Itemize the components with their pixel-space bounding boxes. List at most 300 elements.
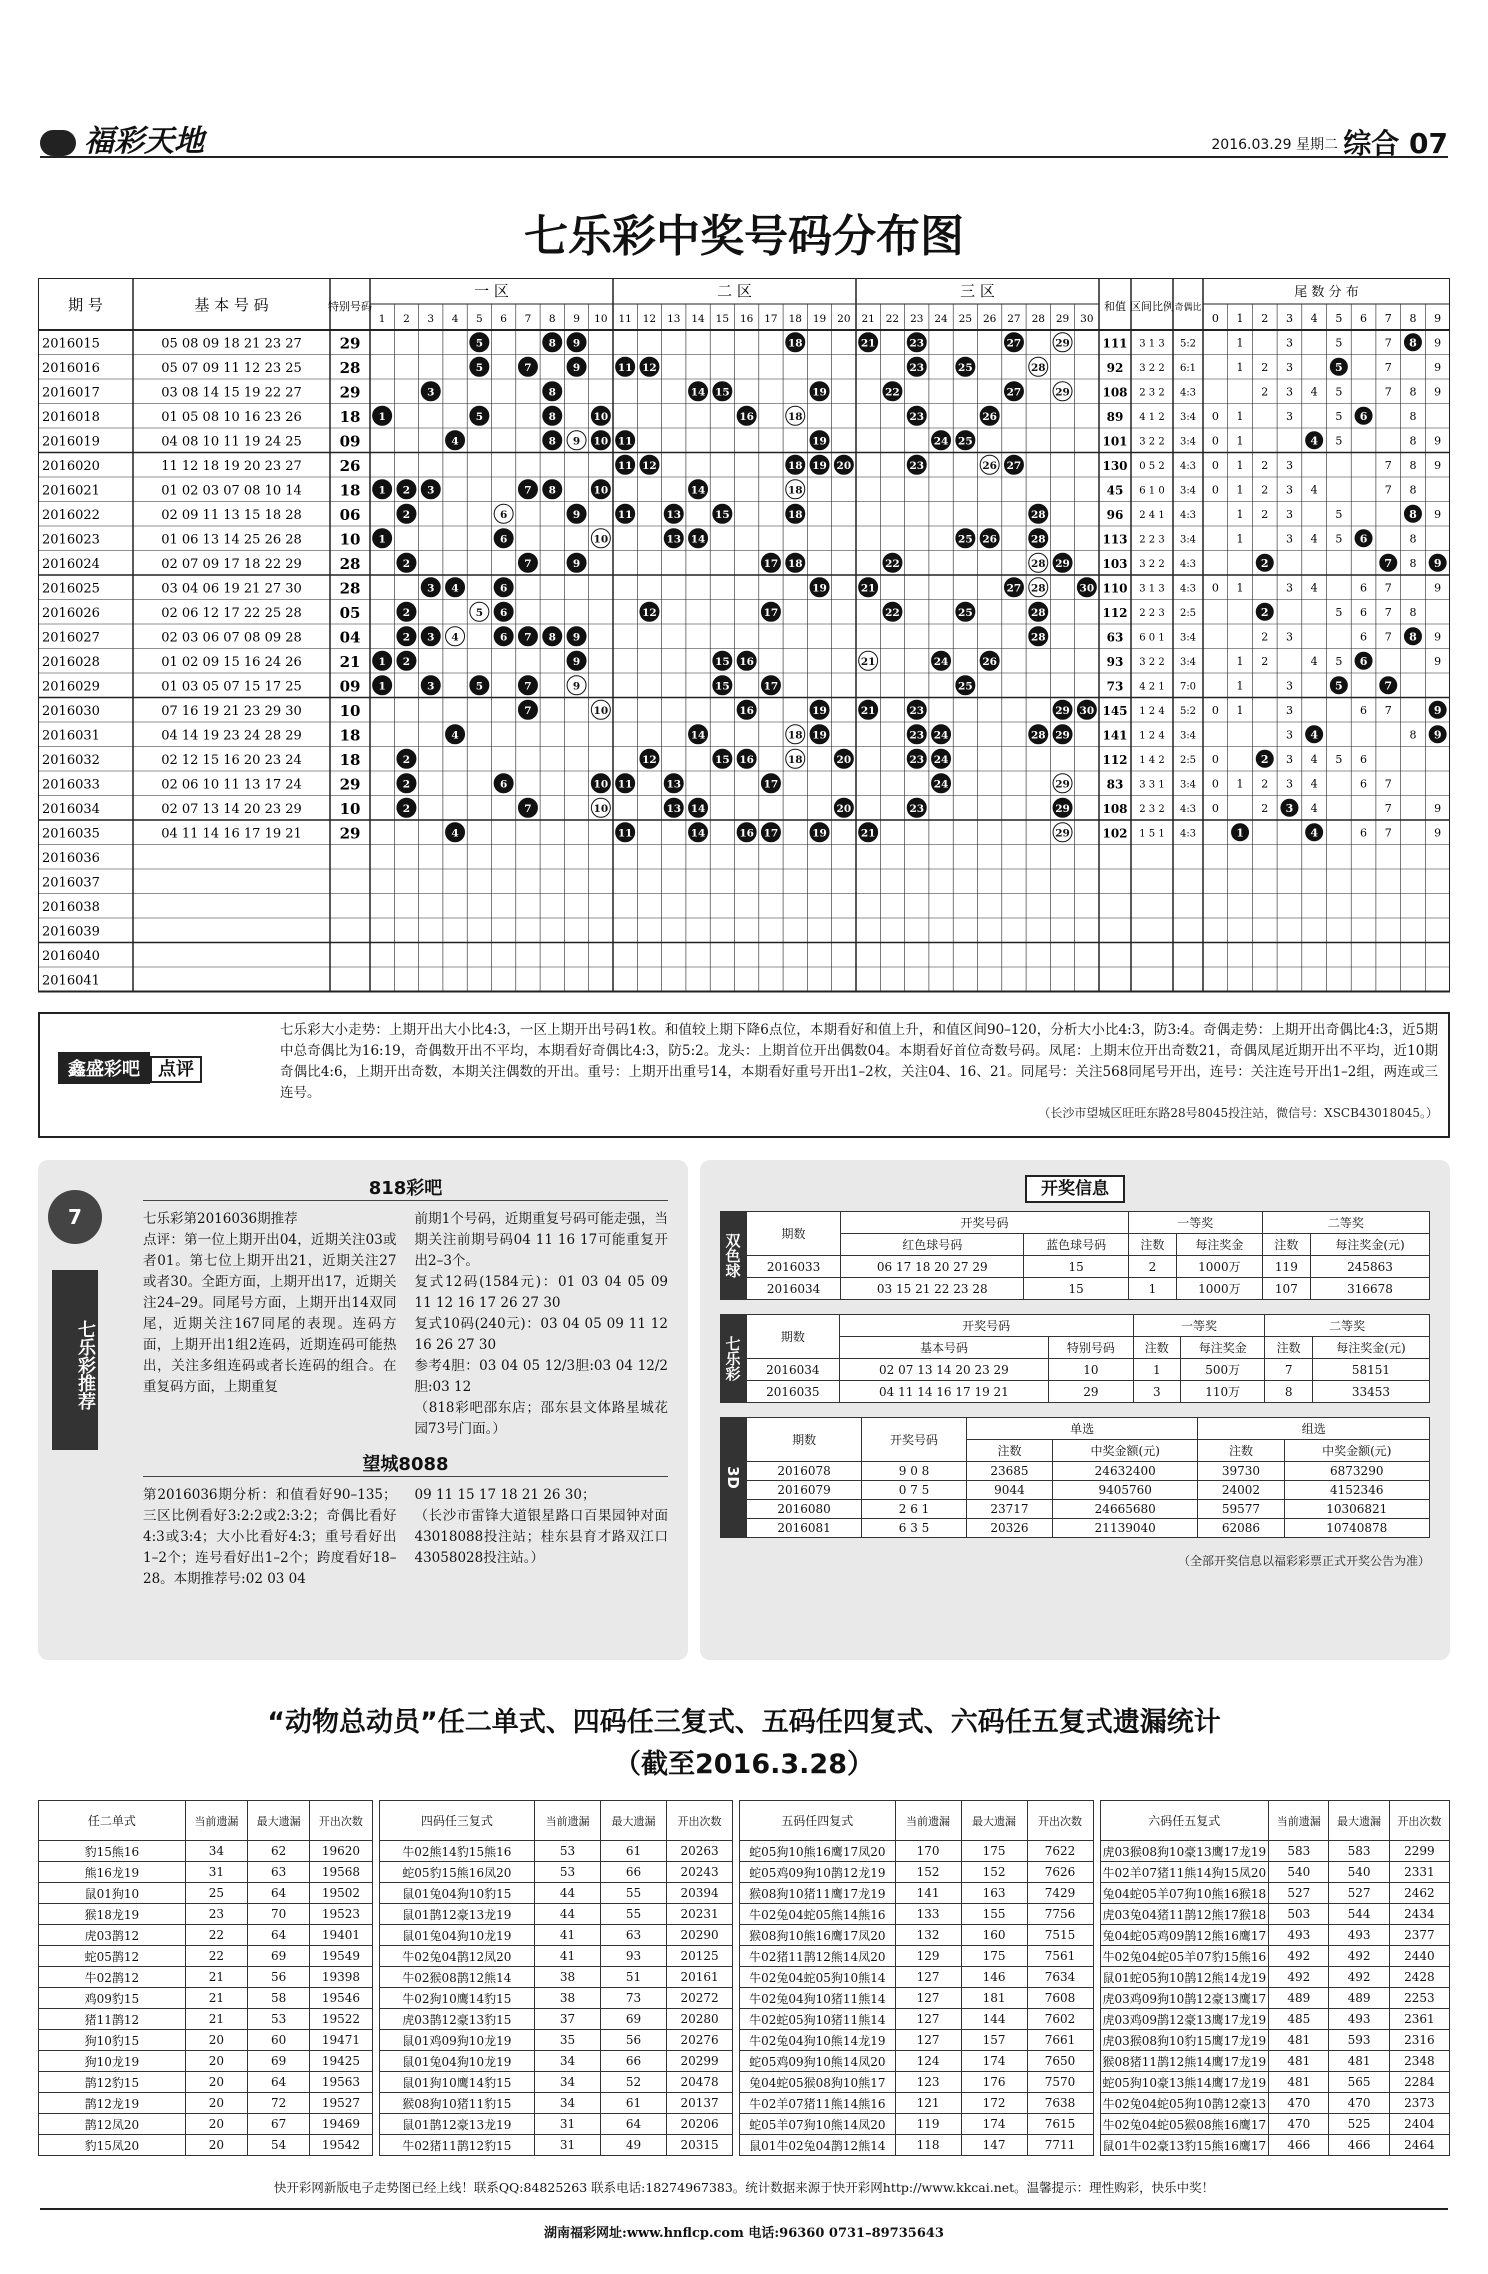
animal-cell: 鼠01兔04狗10豹15 <box>379 1883 535 1904</box>
number-ball-label: 6 <box>499 508 508 521</box>
animal-cell: 64 <box>248 1925 310 1946</box>
animal-row <box>740 2009 1093 2030</box>
box2-col2: 09 11 15 17 18 21 26 30； （长沙市雷锋大道银星路口百果园钟对面43018088投注站；桂东县育才路双江口43058028投注站。） <box>414 1487 668 1566</box>
animal-row <box>379 1841 732 1862</box>
kj-row <box>747 1359 1430 1381</box>
kaijiang-qlc-label: 七乐彩 <box>720 1314 746 1403</box>
animal-cell: 53 <box>248 2009 310 2030</box>
animal-cell: 2404 <box>1389 2114 1449 2135</box>
animal-cell: 492 <box>1269 1946 1329 1967</box>
animal-cell: 20276 <box>667 2030 733 2051</box>
tail-digit: 3 <box>1285 752 1293 766</box>
recommend-badge: 7 <box>48 1190 102 1244</box>
kj-head: 期数 <box>747 1212 841 1256</box>
animal-cell: 23 <box>185 1904 247 1925</box>
hdr-num: 15 <box>715 313 730 325</box>
animal-cell: 蛇05鸡09狗10鹊12龙19 <box>740 1862 896 1883</box>
kj-row <box>747 1481 1430 1500</box>
number-ball-label: 7 <box>524 631 532 644</box>
animal-cell: 37 <box>535 2009 601 2030</box>
tail-digit: 9 <box>1434 581 1442 595</box>
row-period: 2016021 <box>42 483 100 499</box>
row-special: 29 <box>339 334 361 353</box>
number-ball-label: 2 <box>402 508 411 521</box>
kj-cell: 8 <box>1265 1381 1313 1403</box>
row-numbers: 04 08 10 11 19 24 25 <box>161 434 302 450</box>
number-ball-label: 7 <box>524 680 532 693</box>
animal-row <box>39 2030 373 2051</box>
animal-cell: 20299 <box>667 2051 733 2072</box>
number-ball-label: 4 <box>451 827 459 840</box>
animal-cell: 56 <box>248 1967 310 1988</box>
row-period: 2016027 <box>42 630 100 646</box>
row-odd-even: 4:3 <box>1179 509 1197 521</box>
animal-cell: 64 <box>248 1883 310 1904</box>
tail-digit: 2 <box>1261 360 1269 374</box>
row-special: 28 <box>339 554 361 573</box>
number-ball-label: 12 <box>642 606 657 619</box>
animal-row <box>1100 2009 1449 2030</box>
tail-digit: 3 <box>1285 801 1294 815</box>
animal-row <box>39 2093 373 2114</box>
row-period: 2016031 <box>42 728 100 744</box>
number-ball-label: 29 <box>1055 386 1070 399</box>
number-ball-label: 8 <box>548 337 556 350</box>
number-ball-label: 14 <box>690 802 706 815</box>
animal-cell: 60 <box>248 2030 310 2051</box>
number-ball-label: 1 <box>378 484 386 497</box>
row-special: 09 <box>339 677 361 696</box>
kj-head: 二等奖 <box>1262 1212 1429 1234</box>
kj-subhead: 基本号码 <box>839 1337 1049 1359</box>
number-ball-label: 15 <box>715 753 730 766</box>
kj-cell: 107 <box>1262 1278 1310 1300</box>
animal-row <box>740 1904 1093 1925</box>
row-period: 2016035 <box>42 826 100 842</box>
number-ball-label: 26 <box>982 410 997 423</box>
tail-digit: 5 <box>1335 507 1343 521</box>
tail-digit: 1 <box>1236 483 1244 497</box>
tail-digit: 1 <box>1236 409 1244 423</box>
tail-digit: 2 <box>1260 752 1269 766</box>
tail-digit: 0 <box>1211 581 1219 595</box>
tail-digit: 4 <box>1310 801 1318 815</box>
tail-digit: 1 <box>1236 434 1244 448</box>
hdr-num: 16 <box>739 313 754 325</box>
number-ball-label: 23 <box>909 361 925 374</box>
kj-cell: 1000万 <box>1177 1278 1263 1300</box>
animal-cell: 583 <box>1269 1841 1329 1862</box>
animal-cell: 20315 <box>667 2135 733 2156</box>
kj-cell: 58151 <box>1312 1359 1429 1381</box>
row-odd-even: 3:4 <box>1179 534 1197 546</box>
row-period: 2016034 <box>42 801 100 817</box>
kj-cell: 119 <box>1262 1256 1310 1278</box>
number-ball-label: 18 <box>787 729 803 742</box>
number-ball-label: 24 <box>933 753 949 766</box>
animal-cell: 蛇05狗10熊16鹰17凤20 <box>740 1841 896 1862</box>
hdr-num: 30 <box>1080 313 1094 325</box>
tail-digit: 0 <box>1211 483 1219 497</box>
row-numbers: 03 04 06 19 21 27 30 <box>161 581 302 597</box>
animal-cell: 470 <box>1269 2093 1329 2114</box>
number-ball-label: 9 <box>572 508 581 521</box>
row-special: 28 <box>339 579 361 598</box>
tail-digit: 6 <box>1359 654 1368 668</box>
animal-cell: 53 <box>535 1862 601 1883</box>
row-odd-even: 3:4 <box>1179 779 1197 791</box>
number-ball-label: 18 <box>787 484 803 497</box>
kj-row <box>747 1381 1430 1403</box>
animal-row <box>39 1841 373 1862</box>
kj-cell: 3 <box>1133 1381 1181 1403</box>
number-ball-label: 14 <box>690 729 706 742</box>
row-odd-even: 3:4 <box>1179 485 1197 497</box>
row-numbers: 05 07 09 11 12 23 25 <box>161 360 302 376</box>
tail-digit: 8 <box>1409 507 1417 521</box>
animal-cell: 51 <box>601 1967 667 1988</box>
number-ball-label: 7 <box>524 484 532 497</box>
animal-cell: 119 <box>895 2114 961 2135</box>
animal-head: 开出次数 <box>310 1801 372 1841</box>
row-zone-ratio: 4 1 2 <box>1139 411 1165 423</box>
number-ball-label: 25 <box>958 435 973 448</box>
kj-cell: 316678 <box>1311 1278 1430 1300</box>
hdr-num: 19 <box>812 313 827 325</box>
animal-cell: 20 <box>185 2135 247 2156</box>
animal-cell: 猪11鹊12 <box>39 2009 186 2030</box>
row-odd-even: 5:2 <box>1179 705 1197 717</box>
animal-cell: 22 <box>185 1925 247 1946</box>
kj-cell: 24665680 <box>1052 1500 1197 1519</box>
animal-head: 最大遗漏 <box>961 1801 1027 1841</box>
animal-cell: 174 <box>961 2051 1027 2072</box>
tail-digit: 9 <box>1434 336 1442 350</box>
row-period: 2016017 <box>42 385 100 401</box>
animal-cell: 蛇05狗10豪13熊14鹰17龙19 <box>1100 2072 1269 2093</box>
tail-digit: 9 <box>1434 360 1442 374</box>
number-ball-label: 10 <box>593 802 609 815</box>
animal-cell: 牛02熊14豹15熊16 <box>379 1841 535 1862</box>
animal-cell: 58 <box>248 1988 310 2009</box>
number-ball-label: 27 <box>1006 459 1022 472</box>
animal-cell: 鹊12凤20 <box>39 2114 186 2135</box>
kj-cell: 24632400 <box>1052 1462 1197 1481</box>
row-period: 2016028 <box>42 654 100 670</box>
hdr-num: 7 <box>524 313 532 325</box>
row-numbers: 02 12 15 16 20 23 24 <box>161 752 302 768</box>
animal-cell: 20161 <box>667 1967 733 1988</box>
kj-head: 开奖号码 <box>839 1315 1133 1337</box>
animal-cell: 489 <box>1269 1988 1329 2009</box>
number-ball-label: 28 <box>1030 557 1046 570</box>
animal-cell: 144 <box>961 2009 1027 2030</box>
number-ball-label: 8 <box>548 484 556 497</box>
animal-cell: 565 <box>1329 2072 1389 2093</box>
animal-row <box>39 1904 373 1925</box>
row-numbers: 04 14 19 23 24 28 29 <box>161 728 302 744</box>
number-ball-label: 26 <box>982 459 997 472</box>
row-period: 2016023 <box>42 532 100 548</box>
animal-cell: 19425 <box>310 2051 372 2072</box>
animal-cell: 525 <box>1329 2114 1389 2135</box>
hdr-num: 25 <box>958 313 973 325</box>
animal-head: 最大遗漏 <box>1329 1801 1389 1841</box>
animal-row <box>39 1883 373 1904</box>
animal-cell: 兔04蛇05鸡09鹊12熊16鹰17 <box>1100 1925 1269 1946</box>
page-title: 七乐彩中奖号码分布图 <box>524 211 964 262</box>
hdr-num: 1 <box>378 313 386 325</box>
tail-digit: 8 <box>1409 483 1417 497</box>
animal-cell: 52 <box>601 2072 667 2093</box>
row-sum: 145 <box>1102 703 1128 718</box>
animal-cell: 492 <box>1329 1967 1389 1988</box>
animal-head: 开出次数 <box>1027 1801 1093 1841</box>
animal-row <box>39 2009 373 2030</box>
animal-cell: 61 <box>601 1841 667 1862</box>
animal-row <box>740 2135 1093 2156</box>
box1-col2: 前期1个号码，近期重复号码可能走强，当期关注前期号码04 11 16 17可能重复开出2–3个。 复式12码(1584元)：01 03 04 05 09 11 12 16 17 26 27 30 复式10码(240元)：03 04 05 09 11 12 16 26 27 30 参考4胆：03 04 05 12/3胆:03 04 12/2胆:03 12 （818彩吧邵东店；邵东县文体路星城花园73号门面。） <box>414 1211 668 1437</box>
tail-digit: 2 <box>1261 385 1269 399</box>
kaijiang-d3-label: 3D <box>720 1417 746 1538</box>
number-ball-label: 2 <box>402 802 411 815</box>
row-numbers: 07 16 19 21 23 29 30 <box>161 703 302 719</box>
row-special: 18 <box>339 481 361 500</box>
kj-cell: 06 17 18 20 27 29 <box>841 1256 1024 1278</box>
animal-cell: 牛02羊07猪11熊14熊16 <box>740 2093 896 2114</box>
number-ball-label: 8 <box>548 386 556 399</box>
animal-head: 五码任四复式 <box>740 1801 896 1841</box>
animal-cell: 狗10龙19 <box>39 2051 186 2072</box>
number-ball-label: 25 <box>958 533 973 546</box>
tail-digit: 9 <box>1434 507 1442 521</box>
animal-cell: 虎03鹊12 <box>39 1925 186 1946</box>
animal-cell: 2361 <box>1389 2009 1449 2030</box>
animal-cell: 20280 <box>667 2009 733 2030</box>
number-ball-label: 19 <box>812 435 827 448</box>
animal-cell: 493 <box>1329 2009 1389 2030</box>
kj-subhead: 注数 <box>1198 1440 1284 1462</box>
row-sum: 112 <box>1102 752 1128 767</box>
animal-cell: 593 <box>1329 2030 1389 2051</box>
animal-cell: 20 <box>185 2072 247 2093</box>
kj-cell: 2016081 <box>747 1519 862 1538</box>
row-numbers: 01 02 03 07 08 10 14 <box>161 483 302 499</box>
number-ball-label: 9 <box>572 435 581 448</box>
kj-subhead: 中奖金额(元) <box>1284 1440 1430 1462</box>
number-ball-label: 13 <box>666 778 682 791</box>
number-ball-label: 19 <box>812 386 827 399</box>
number-ball-label: 24 <box>933 655 949 668</box>
animal-cell: 鼠01牛02兔04鹊12熊14 <box>740 2135 896 2156</box>
animal-row <box>740 1841 1093 1862</box>
number-ball-label: 4 <box>451 435 459 448</box>
kj-cell: 2016035 <box>747 1381 840 1403</box>
tail-digit: 3 <box>1285 483 1293 497</box>
animal-row <box>740 1925 1093 1946</box>
kj-subhead: 注数 <box>966 1440 1052 1462</box>
kj-cell: 21139040 <box>1052 1519 1197 1538</box>
row-sum: 130 <box>1102 458 1128 473</box>
tail-digit: 4 <box>1310 728 1318 742</box>
animal-cell: 7561 <box>1027 1946 1093 1967</box>
hdr-tail-digit: 2 <box>1261 312 1269 325</box>
animal-row <box>1100 1883 1449 1904</box>
number-ball-label: 6 <box>499 606 508 619</box>
row-special: 29 <box>339 824 361 843</box>
kj-cell: 15 <box>1024 1256 1128 1278</box>
number-ball-label: 7 <box>524 361 532 374</box>
tail-digit: 5 <box>1335 532 1343 546</box>
animal-cell: 54 <box>248 2135 310 2156</box>
row-sum: 93 <box>1106 654 1124 669</box>
row-period: 2016039 <box>42 924 100 940</box>
animal-cell: 19522 <box>310 2009 372 2030</box>
animal-cell: 19620 <box>310 1841 372 1862</box>
tail-digit: 1 <box>1236 458 1244 472</box>
number-ball-label: 27 <box>1006 386 1022 399</box>
animal-row <box>1100 2114 1449 2135</box>
tail-digit: 3 <box>1285 507 1293 521</box>
hdr-num: 17 <box>764 313 778 325</box>
row-numbers: 02 09 11 13 15 18 28 <box>161 507 302 523</box>
kj-cell: 10740878 <box>1284 1519 1430 1538</box>
number-ball-label: 19 <box>812 582 827 595</box>
number-ball-label: 9 <box>572 337 581 350</box>
animal-cell: 503 <box>1269 1904 1329 1925</box>
tail-digit: 2 <box>1260 605 1269 619</box>
tail-digit: 0 <box>1211 703 1219 717</box>
row-period: 2016040 <box>42 948 100 964</box>
kj-cell: 33453 <box>1312 1381 1429 1403</box>
animal-cell: 19523 <box>310 1904 372 1925</box>
kaijiang-ssq <box>720 1211 1430 1300</box>
hdr-tail-digit: 1 <box>1236 312 1244 325</box>
number-ball-label: 5 <box>475 680 484 693</box>
hdr-num: 9 <box>573 313 580 325</box>
animal-row <box>740 1862 1093 1883</box>
animal-row <box>379 1967 732 1988</box>
commentary-label-b: 点评 <box>150 1056 202 1083</box>
animal-cell: 牛02兔04狗10熊14龙19 <box>740 2030 896 2051</box>
tail-digit: 3 <box>1285 630 1293 644</box>
animal-cell: 20137 <box>667 2093 733 2114</box>
animal-cell: 7650 <box>1027 2051 1093 2072</box>
animal-cell: 虎03猴08狗10豹15鹰17龙19 <box>1100 2030 1269 2051</box>
animal-cell: 虎03鸡09狗10鹊12豪13鹰17 <box>1100 1988 1269 2009</box>
hdr-basic: 基 本 号 码 <box>194 296 269 314</box>
row-period: 2016015 <box>42 336 100 352</box>
kj-cell: 9405760 <box>1052 1481 1197 1500</box>
animal-cell: 20263 <box>667 1841 733 1862</box>
tail-digit: 7 <box>1384 703 1392 717</box>
tail-digit: 5 <box>1335 654 1343 668</box>
kj-head: 期数 <box>747 1315 840 1359</box>
number-ball-label: 30 <box>1079 704 1095 717</box>
tail-digit: 7 <box>1384 336 1392 350</box>
hdr-num: 18 <box>788 313 802 325</box>
number-ball-label: 11 <box>617 508 633 521</box>
animal-cell: 69 <box>601 2009 667 2030</box>
tail-digit: 2 <box>1260 556 1269 570</box>
number-ball-label: 16 <box>739 655 754 668</box>
number-ball-label: 5 <box>475 410 484 423</box>
animal-cell: 41 <box>535 1946 601 1967</box>
tail-digit: 0 <box>1211 458 1219 472</box>
animal-cell: 493 <box>1269 1925 1329 1946</box>
tail-digit: 5 <box>1335 409 1343 423</box>
row-odd-even: 3:4 <box>1179 411 1197 423</box>
hdr-tail-digit: 6 <box>1360 312 1368 325</box>
animal-row <box>39 2135 373 2156</box>
number-ball-label: 11 <box>617 778 633 791</box>
tail-digit: 3 <box>1285 703 1293 717</box>
row-sum: 96 <box>1106 507 1124 522</box>
animal-cell: 175 <box>961 1946 1027 1967</box>
row-period: 2016032 <box>42 752 100 768</box>
kj-head: 一等奖 <box>1128 1212 1262 1234</box>
row-period: 2016018 <box>42 409 100 425</box>
animal-cell: 19469 <box>310 2114 372 2135</box>
tail-digit: 7 <box>1384 360 1392 374</box>
tail-digit: 9 <box>1433 728 1442 742</box>
kj-cell: 2016034 <box>747 1359 840 1381</box>
footer-site: 湖南福彩网址:www.hnflcp.com 电话:96360 0731–89735643 <box>544 2226 944 2241</box>
tail-digit: 4 <box>1310 826 1318 840</box>
animal-cell: 19546 <box>310 1988 372 2009</box>
animal-cell: 172 <box>961 2093 1027 2114</box>
animal-cell: 466 <box>1329 2135 1389 2156</box>
row-special: 18 <box>339 407 361 426</box>
animal-cell: 31 <box>185 1862 247 1883</box>
tail-digit: 9 <box>1434 654 1442 668</box>
number-ball-label: 2 <box>402 655 411 668</box>
animal-cell: 170 <box>895 1841 961 1862</box>
number-ball-label: 18 <box>787 753 803 766</box>
animal-cell: 152 <box>895 1862 961 1883</box>
animal-row <box>740 2114 1093 2135</box>
number-ball-label: 9 <box>572 361 581 374</box>
tail-digit: 5 <box>1335 752 1343 766</box>
row-special: 29 <box>339 383 361 402</box>
animal-table-3 <box>739 1800 1093 2156</box>
animal-cell: 鸡09豹15 <box>39 1988 186 2009</box>
row-zone-ratio: 2 3 2 <box>1139 387 1165 399</box>
tail-digit: 3 <box>1285 409 1293 423</box>
animal-cell: 2428 <box>1389 1967 1449 1988</box>
logo <box>40 116 204 160</box>
number-ball-label: 29 <box>1055 729 1070 742</box>
animal-cell: 虎03猴08狗10豪13鹰17龙19 <box>1100 1841 1269 1862</box>
animal-row <box>740 1988 1093 2009</box>
hdr-num: 20 <box>837 313 851 325</box>
row-period: 2016038 <box>42 899 100 915</box>
tail-digit: 0 <box>1211 777 1219 791</box>
row-numbers: 11 12 18 19 20 23 27 <box>161 458 302 474</box>
number-ball-label: 5 <box>475 606 484 619</box>
animal-cell: 67 <box>248 2114 310 2135</box>
number-ball-label: 30 <box>1079 582 1095 595</box>
animal-cell: 481 <box>1269 2030 1329 2051</box>
kj-cell: 110万 <box>1181 1381 1265 1403</box>
kj-row <box>747 1278 1430 1300</box>
number-ball-label: 28 <box>1030 533 1046 546</box>
number-ball-label: 15 <box>715 508 730 521</box>
tail-digit: 6 <box>1360 581 1368 595</box>
kj-head: 二等奖 <box>1265 1315 1430 1337</box>
animal-cell: 20 <box>185 2051 247 2072</box>
kj-cell: 6873290 <box>1284 1462 1430 1481</box>
